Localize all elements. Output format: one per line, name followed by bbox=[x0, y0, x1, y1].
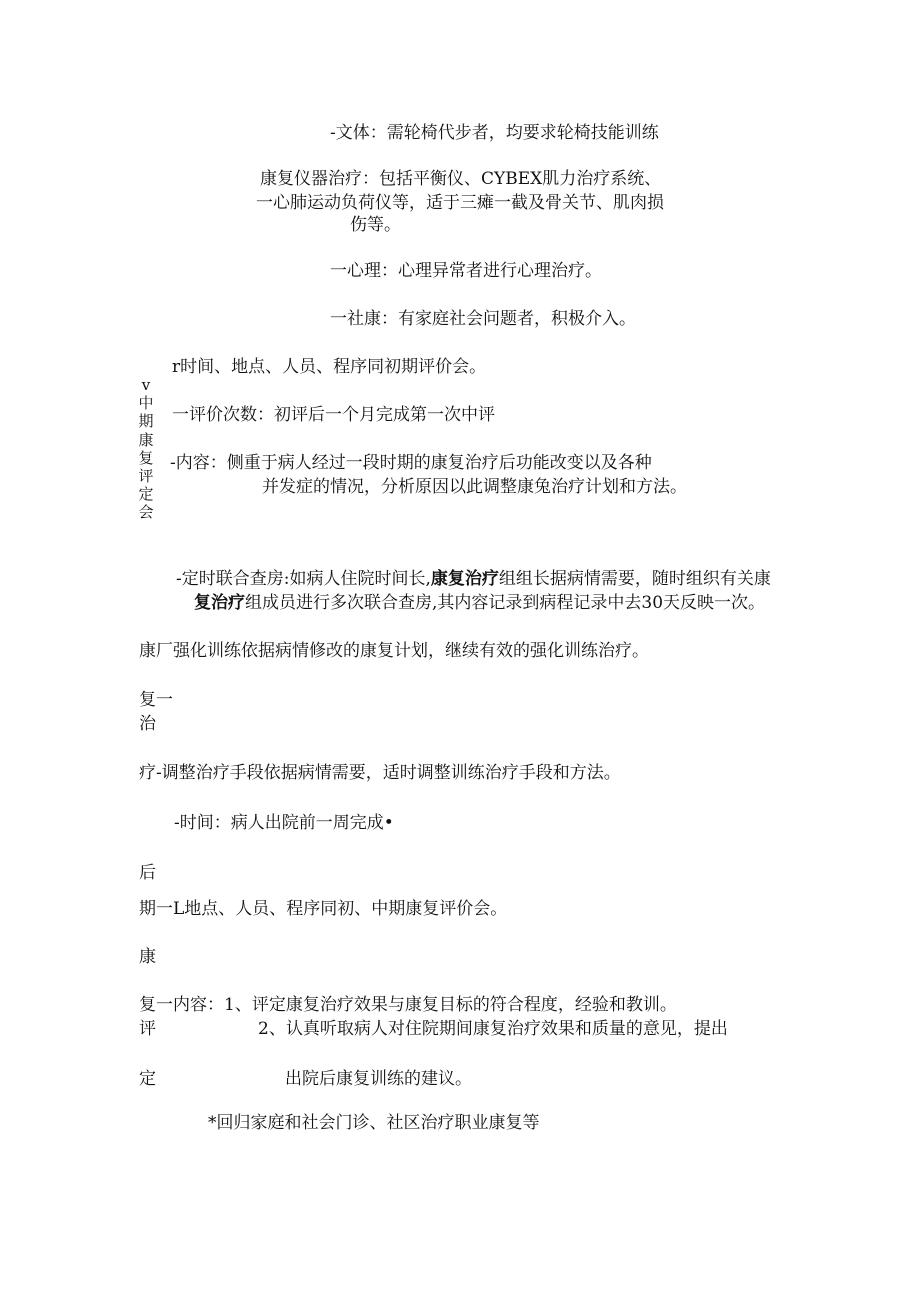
rounds-text: 组组长据病情需要，随时组织有关康 bbox=[498, 569, 771, 589]
text-return: *回归家庭和社会门诊、社区治疗职业康复等 bbox=[208, 1113, 540, 1133]
label-zhi: 治 bbox=[139, 714, 156, 734]
text-xinli: 一心理：心理异常者进行心理治疗。 bbox=[330, 261, 602, 281]
text-wenti: -文体：需轮椅代步者，均要求轮椅技能训练 bbox=[330, 123, 659, 143]
text-mid-content-line2: 并发症的情况，分析原因以此调整康兔治疗计划和方法。 bbox=[262, 477, 687, 497]
text-shekang: 一社康：有家庭社会问题者，积极介入。 bbox=[330, 309, 636, 329]
text-rounds-line1 bbox=[176, 568, 771, 590]
vertical-char: 评 bbox=[138, 467, 154, 486]
text-rounds-line2 bbox=[194, 592, 765, 614]
rounds-bold: 复治疗 bbox=[194, 593, 245, 613]
vertical-char: 定 bbox=[138, 485, 154, 504]
rounds-text: 组成员进行多次联合查房,其内容记录到病程记录中去30天反映一次。 bbox=[245, 593, 766, 613]
rounds-text: -定时联合查房:如病人住院时间长, bbox=[176, 569, 431, 589]
text-yiqi-line1: 康复仪器治疗：包括平衡仪、CYBEX肌力治疗系统、 bbox=[260, 169, 662, 189]
label-ping: 评 bbox=[139, 1019, 156, 1039]
vertical-char: 中 bbox=[138, 394, 154, 413]
text-mid-content-line1: -内容：侧重于病人经过一段时期的康复治疗后功能改变以及各种 bbox=[170, 453, 652, 473]
text-late-content-2: 2、认真听取病人对住院期间康复治疗效果和质量的意见，提出 bbox=[258, 1019, 728, 1039]
text-treatment-line2: 疗-调整治疗手段依据病情需要，适时调整训练治疗手段和方法。 bbox=[139, 763, 621, 783]
text-yiqi-line2: 一心肺运动负荷仪等，适于三瘫一截及骨关节、肌肉损 bbox=[256, 193, 664, 213]
label-ding: 定 bbox=[139, 1069, 156, 1089]
text-late-place: 期一L地点、人员、程序同初、中期康复评价会。 bbox=[139, 899, 508, 919]
text-late-time: -时间：病人出院前一周完成• bbox=[174, 813, 394, 833]
text-mid-count: 一评价次数：初评后一个月完成第一次中评 bbox=[172, 405, 495, 425]
vertical-char: 期 bbox=[138, 412, 154, 431]
text-mid-time: r时间、地点、人员、程序同初期评价会。 bbox=[172, 357, 487, 377]
label-fu-yi: 复一 bbox=[139, 690, 173, 710]
rounds-bold: 康复治疗 bbox=[430, 569, 499, 589]
mid-eval-vertical-label bbox=[137, 376, 155, 522]
vertical-char: 康 bbox=[138, 430, 154, 449]
text-yiqi-line3: 伤等。 bbox=[350, 215, 401, 235]
vertical-char: 会 bbox=[138, 503, 154, 522]
label-kang: 康 bbox=[139, 947, 156, 967]
text-late-content-1: 复一内容：1、评定康复治疗效果与康复目标的符合程度，经验和教训。 bbox=[139, 995, 677, 1015]
vertical-char: 复 bbox=[138, 448, 154, 467]
vertical-char: v bbox=[141, 376, 151, 394]
label-hou: 后 bbox=[139, 863, 156, 883]
text-treatment-line1: 康厂强化训练依据病情修改的康复计划，继续有效的强化训练治疗。 bbox=[139, 641, 649, 661]
text-late-content-2-cont: 出院后康复训练的建议。 bbox=[285, 1069, 472, 1089]
